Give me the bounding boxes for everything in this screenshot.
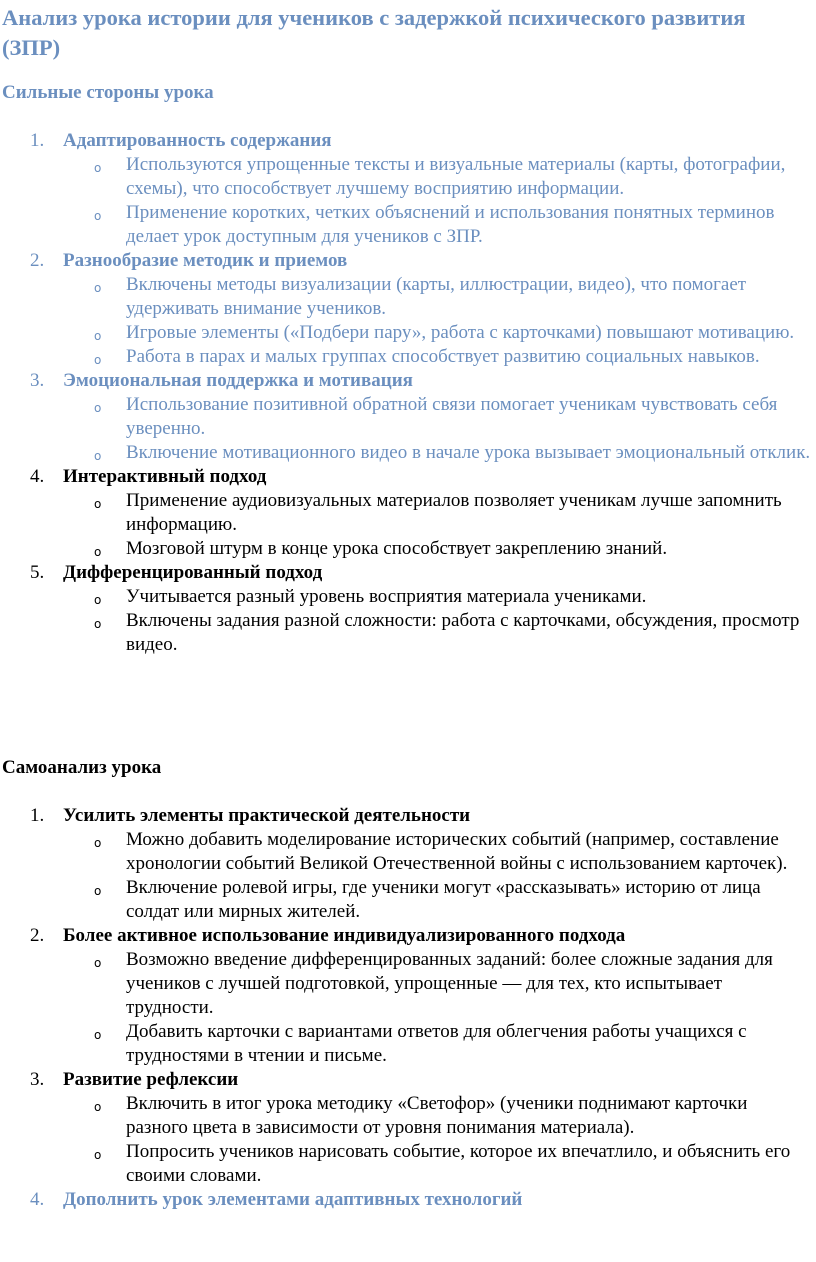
sub-item-text: Возможно введение дифференцированных заданий: более сложные задания для учеников с лучшей подготовкой, упрощенные — для тех, кто испытывает трудности. [126, 949, 773, 1018]
item-title: Дополнить урок элементами адаптивных технологий [63, 1189, 523, 1210]
list-item [0, 561, 816, 657]
section-heading-selfanalysis: Самоанализ урока [2, 757, 162, 778]
bullet-icon: o [94, 593, 102, 607]
sub-item-text: Используются упрощенные тексты и визуальные материалы (карты, фотографии, схемы), что способствует лучшему восприятию информации. [126, 154, 786, 199]
bullet-icon: o [94, 1100, 102, 1114]
item-number: 4. [30, 466, 45, 487]
sub-item-text: Включение ролевой игры, где ученики могут «рассказывать» историю от лица солдат или мирных жителей. [126, 877, 761, 922]
sub-item [0, 201, 816, 249]
sub-item [0, 393, 816, 441]
sub-item [0, 321, 816, 345]
sub-list [0, 153, 816, 249]
item-title: Усилить элементы практической деятельности [63, 805, 471, 826]
item-title: Более активное использование индивидуализированного подхода [63, 925, 626, 946]
item-number: 1. [30, 130, 45, 151]
list-item [0, 804, 816, 924]
sub-item [0, 948, 816, 1020]
bullet-icon: o [94, 617, 102, 631]
sub-item [0, 273, 816, 321]
list-item [0, 129, 816, 249]
sub-item-text: Включение мотивационного видео в начале урока вызывает эмоциональный отклик. [126, 442, 811, 463]
bullet-icon: o [94, 956, 102, 970]
item-number: 1. [30, 805, 45, 826]
item-title: Адаптированность содержания [63, 130, 332, 151]
list-item [0, 465, 816, 561]
sub-item [0, 1140, 816, 1188]
item-title: Разнообразие методик и приемов [63, 250, 348, 271]
strengths-list [0, 129, 816, 657]
sub-item [0, 609, 816, 657]
sub-item-text: Игровые элементы («Подбери пару», работа с карточками) повышают мотивацию. [126, 322, 795, 343]
bullet-icon: o [94, 497, 102, 511]
sub-item [0, 585, 816, 609]
sub-item-text: Можно добавить моделирование исторических событий (например, составление хронологии событий Великой Отечественной войны с использованием карточек). [126, 829, 788, 874]
sub-list [0, 489, 816, 561]
section-heading-strengths: Сильные стороны урока [2, 82, 214, 103]
sub-item-text: Применение коротких, четких объяснений и использования понятных терминов делает урок доступным для учеников с ЗПР. [126, 202, 775, 247]
list-item [0, 1068, 816, 1188]
sub-item-text: Попросить учеников нарисовать событие, которое их впечатлило, и объяснить его своими словами. [126, 1141, 791, 1186]
sub-list [0, 585, 816, 657]
sub-item-text: Включить в итог урока методику «Светофор» (ученики поднимают карточки разного цвета в зависимости от уровня понимания материала). [126, 1093, 748, 1138]
list-item [0, 249, 816, 369]
sub-item-text: Добавить карточки с вариантами ответов для облегчения работы учащихся с трудностями в чтении и письме. [126, 1021, 747, 1066]
sub-item-text: Включены задания разной сложности: работа с карточками, обсуждения, просмотр видео. [126, 610, 800, 655]
bullet-icon: o [94, 884, 102, 898]
sub-item [0, 1092, 816, 1140]
item-number: 5. [30, 562, 45, 583]
bullet-icon: o [94, 1148, 102, 1162]
bullet-icon: o [94, 353, 102, 367]
bullet-icon: o [94, 209, 102, 223]
list-item [0, 924, 816, 1068]
bullet-icon: o [94, 329, 102, 343]
bullet-icon: o [94, 449, 102, 463]
sub-item-text: Учитывается разный уровень восприятия материала учениками. [126, 586, 647, 607]
list-item [0, 369, 816, 465]
sub-item-text: Использование позитивной обратной связи помогает ученикам чувствовать себя уверенно. [126, 394, 778, 439]
item-number: 4. [30, 1189, 45, 1210]
sub-list [0, 1092, 816, 1188]
sub-item-text: Включены методы визуализации (карты, иллюстрации, видео), что помогает удерживать внимание учеников. [126, 274, 747, 319]
sub-item-text: Применение аудиовизуальных материалов позволяет ученикам лучше запомнить информацию. [126, 490, 782, 535]
item-number: 3. [30, 1069, 45, 1090]
bullet-icon: o [94, 401, 102, 415]
bullet-icon: o [94, 545, 102, 559]
item-title: Эмоциональная поддержка и мотивация [63, 370, 413, 391]
bullet-icon: o [94, 836, 102, 850]
sub-list [0, 273, 816, 369]
item-title: Интерактивный подход [63, 466, 267, 487]
bullet-icon: o [94, 161, 102, 175]
sub-item [0, 876, 816, 924]
item-title: Развитие рефлексии [63, 1069, 239, 1090]
sub-item [0, 345, 816, 369]
item-number: 3. [30, 370, 45, 391]
bullet-icon: o [94, 281, 102, 295]
sub-list [0, 393, 816, 465]
sub-item [0, 153, 816, 201]
document-title: Анализ урока истории для учеников с задержкой психического развития (ЗПР) [2, 5, 746, 60]
sub-item [0, 489, 816, 537]
item-title: Дифференцированный подход [63, 562, 323, 583]
bullet-icon: o [94, 1028, 102, 1042]
sub-item-text: Мозговой штурм в конце урока способствует закреплению знаний. [126, 538, 668, 559]
sub-list [0, 828, 816, 924]
sub-item [0, 537, 816, 561]
sub-list [0, 948, 816, 1068]
selfanalysis-list [0, 804, 816, 1212]
list-item [0, 1188, 816, 1212]
item-number: 2. [30, 250, 45, 271]
sub-item [0, 441, 816, 465]
item-number: 2. [30, 925, 45, 946]
sub-item [0, 828, 816, 876]
sub-item [0, 1020, 816, 1068]
sub-item-text: Работа в парах и малых группах способствует развитию социальных навыков. [126, 346, 760, 367]
